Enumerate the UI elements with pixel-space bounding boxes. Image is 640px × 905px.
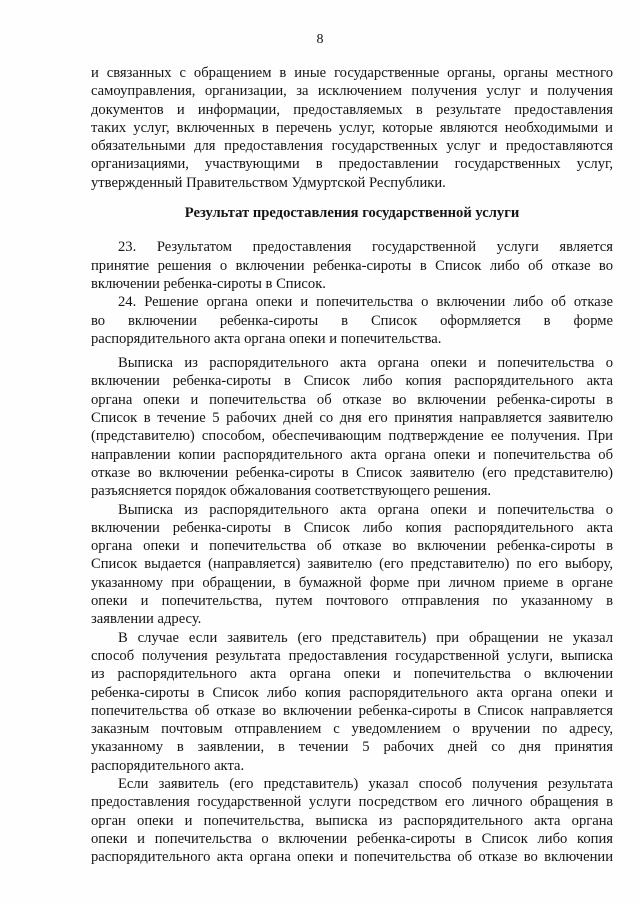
- text-line: принятие решения о включении ребенка-сироты в Список либо об отказе во: [91, 257, 613, 274]
- text-line: опеки и попечительства о включении ребенка-сироты в Список либо копия: [91, 830, 613, 847]
- text-line: и связанных с обращением в иные государственные органы, органы местного: [91, 65, 613, 81]
- text-line: распорядительного акта органа опеки и попечительства.: [91, 330, 442, 347]
- paragraph-extract-issuing: [91, 501, 613, 629]
- paragraph-no-method: [91, 629, 613, 775]
- text-line: ребенка-сироты в Список либо копия распорядительного акта органа опеки и: [91, 684, 613, 701]
- text-line: Выписка из распорядительного акта органа опеки и попечительства о: [118, 501, 613, 518]
- text-line: включении ребенка-сироты в Список либо копия распорядительного акта: [91, 519, 613, 536]
- text-line: указанному при обращении, в бумажной форме при личном приеме в органе: [91, 574, 613, 591]
- text-line: во включении ребенка-сироты в Список оформляется в форме: [91, 312, 613, 329]
- text-line: Если заявитель (его представитель) указал способ получения результата: [118, 775, 613, 792]
- text-line: заявлении адресу.: [91, 611, 202, 628]
- text-line: 23. Результатом предоставления государственной услуги является: [118, 239, 613, 256]
- text-line: заказным почтовым отправлением с уведомлением о вручении по адресу,: [91, 721, 613, 738]
- text-line: Список выдается (направляется) заявителю (его представителю) по его выбору,: [91, 556, 613, 573]
- section-heading: Результат предоставления государственной услуги: [184, 205, 520, 222]
- paragraph-24: [91, 293, 613, 348]
- text-line: распорядительного акта.: [91, 757, 245, 774]
- text-line: (представителю) способом, обеспечивающим подтверждение ее получения. При: [91, 428, 613, 445]
- text-line: опеки и попечительства, путем почтового отправления по указанному в: [91, 593, 613, 610]
- intro-paragraph: [91, 64, 613, 192]
- text-line: органа опеки и попечительства об отказе во включении ребенка-сироты в: [91, 391, 613, 408]
- text-line: предоставления государственной услуги посредством его личного обращения в: [91, 794, 613, 811]
- text-line: таких услуг, включенных в перечень услуг, которые являются необходимыми и: [91, 119, 613, 136]
- text-line: распорядительного акта органа опеки и попечительства об отказе во включении: [91, 849, 613, 866]
- text-line: обязательными для предоставления государственных услуг и предоставляются: [91, 138, 613, 155]
- text-line: способ получения результата предоставления государственной услуги, выписка: [91, 647, 613, 664]
- text-line: органа опеки и попечительства об отказе во включении ребенка-сироты в: [91, 538, 613, 555]
- text-line: отказе во включении ребенка-сироты в Список заявителю (его представителю): [91, 464, 613, 481]
- text-line: организациями, участвующими в предоставлении государственных услуг,: [91, 156, 613, 173]
- text-line: Выписка из распорядительного акта органа опеки и попечительства о: [118, 355, 613, 372]
- text-line: из распорядительного акта органа опеки и попечительства о включении: [91, 666, 613, 683]
- text-line: разъясняется порядок обжалования соответствующего решения.: [91, 483, 492, 500]
- text-line: попечительства об отказе во включении ребенка-сироты в Список направляется: [91, 702, 613, 719]
- paragraph-personal-visit: [91, 775, 613, 866]
- text-line: документов и информации, предоставляемых в результате предоставления: [91, 101, 613, 118]
- text-line: включении ребенка-сироты в Список либо копия распорядительного акта: [91, 373, 613, 390]
- text-line: утвержденный Правительством Удмуртской Республики.: [91, 174, 446, 191]
- text-line: Список в течение 5 рабочих дней со дня его принятия направляется заявителю: [91, 410, 613, 427]
- text-line: В случае если заявитель (его представитель) при обращении не указал: [118, 629, 613, 646]
- text-line: орган опеки и попечительства, выписка из распорядительного акта органа: [91, 812, 613, 829]
- document-body: [91, 64, 613, 866]
- paragraph-23: [91, 238, 613, 293]
- text-line: включении ребенка-сироты в Список.: [91, 275, 326, 292]
- paragraph-extract-sending: [91, 354, 613, 500]
- page-number: 8: [316, 32, 324, 47]
- text-line: 24. Решение органа опеки и попечительства о включении либо об отказе: [118, 294, 613, 311]
- text-line: направлении копии распорядительного акта органа опеки и попечительства об: [91, 446, 613, 463]
- text-line: самоуправления, организации, за исключением получения услуг и получения: [91, 83, 613, 100]
- text-line: указанному в заявлении, в течении 5 рабочих дней со дня принятия: [91, 739, 613, 756]
